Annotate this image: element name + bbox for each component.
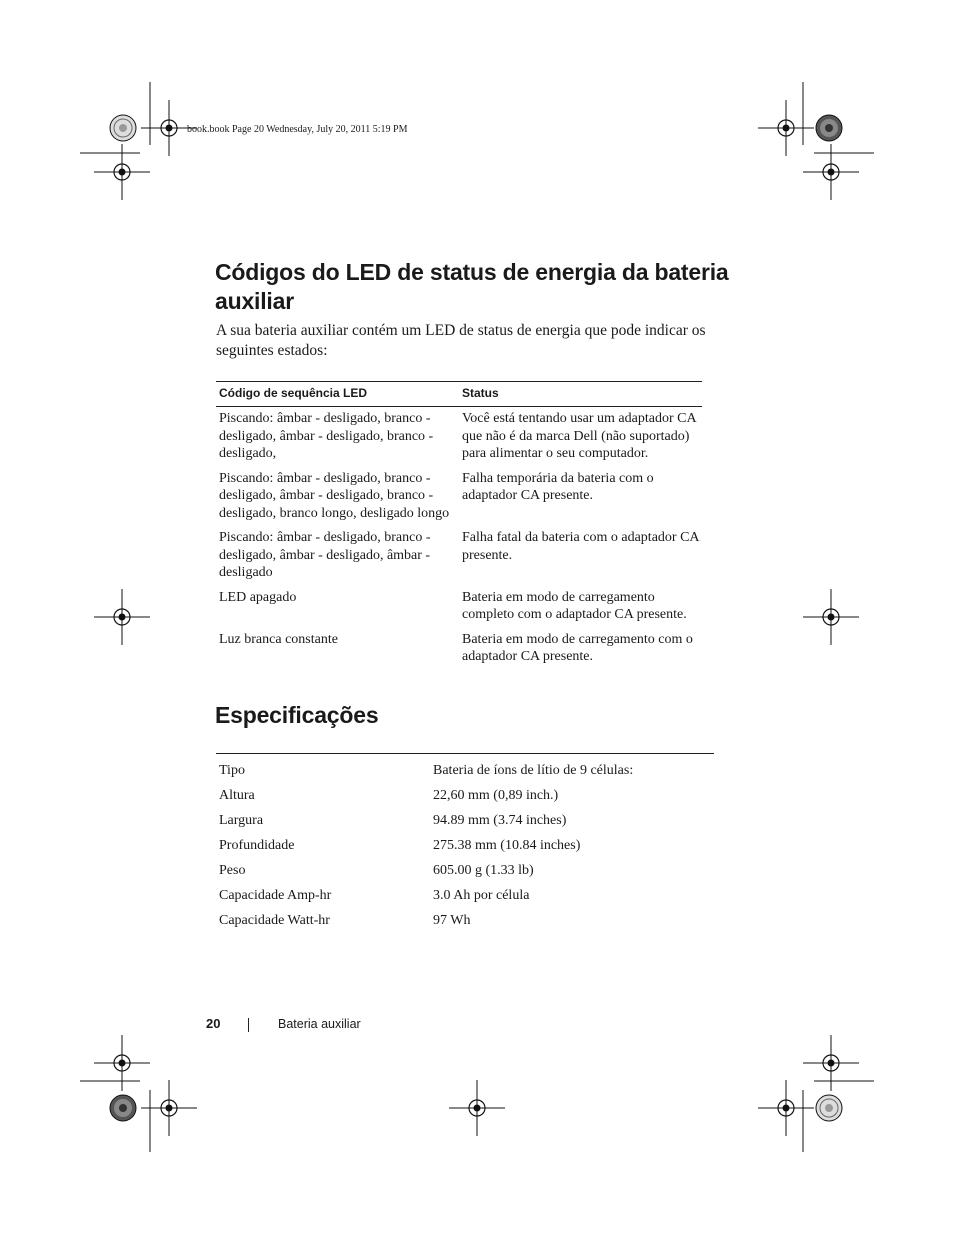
spec-label: Tipo [219, 762, 245, 778]
spec-value: 275.38 mm (10.84 inches) [433, 837, 581, 853]
table-row [216, 631, 702, 666]
spec-value: Bateria de íons de lítio de 9 células: [433, 762, 634, 778]
spec-value: 3.0 Ah por célula [433, 887, 530, 903]
footer-separator [248, 1018, 249, 1032]
spec-label: Largura [219, 812, 264, 828]
cell-code: LED apagado [219, 589, 297, 605]
intro-paragraph: A sua bateria auxiliar contém um LED de status de energia que pode indicar os seguintes estados: [216, 322, 706, 359]
section-title-specifications: Especificações [215, 702, 379, 728]
spec-value: 94.89 mm (3.74 inches) [433, 812, 567, 828]
cell-code: Luz branca constante [219, 631, 338, 647]
spec-label: Capacidade Watt-hr [219, 912, 330, 928]
specifications-table [216, 753, 714, 929]
cell-status: Você está tentando usar um adaptador CA que não é da marca Dell (não suportado) para alimentar o seu computador. [462, 411, 696, 461]
spec-value: 97 Wh [433, 912, 471, 928]
spec-row [216, 879, 714, 904]
spec-label: Peso [219, 862, 246, 878]
page-number: 20 [206, 1016, 221, 1031]
print-header-note: book.book Page 20 Wednesday, July 20, 2011 5:19 PM [187, 124, 408, 135]
spec-row [216, 829, 714, 854]
cell-code: Piscando: âmbar - desligado, branco - desligado, âmbar - desligado, branco - desligado, [219, 411, 434, 461]
cell-status: Bateria em modo de carregamento completo com o adaptador CA presente. [462, 589, 687, 622]
footer-section-title: Bateria auxiliar [278, 1017, 361, 1031]
spec-value: 605.00 g (1.33 lb) [433, 862, 534, 878]
spec-row [216, 804, 714, 829]
spec-value: 22,60 mm (0,89 inch.) [433, 787, 559, 803]
cell-code: Piscando: âmbar - desligado, branco - desligado, âmbar - desligado, branco - desligado, branco longo, desligado longo [219, 470, 450, 521]
cell-status: Falha temporária da bateria com o adaptador CA presente. [462, 470, 654, 503]
table-row [216, 529, 702, 582]
table-header-row [216, 382, 702, 406]
spec-label: Capacidade Amp-hr [219, 887, 332, 903]
spec-row [216, 779, 714, 804]
spec-label: Profundidade [219, 837, 295, 853]
column-header-status: Status [462, 386, 499, 400]
cell-status: Falha fatal da bateria com o adaptador CA presente. [462, 530, 699, 563]
table-header-rule [216, 406, 702, 407]
table-row [216, 589, 702, 624]
spec-label: Altura [219, 787, 255, 803]
cell-code: Piscando: âmbar - desligado, branco - desligado, âmbar - desligado, âmbar - desligado [219, 530, 431, 580]
section-title-led-codes: Códigos do LED de status de energia da bateria auxiliar [215, 259, 729, 314]
column-header-code: Código de sequência LED [219, 386, 368, 400]
table-row [216, 470, 702, 523]
spec-row [216, 754, 714, 779]
table-row [216, 410, 702, 463]
cell-status: Bateria em modo de carregamento com o adaptador CA presente. [462, 631, 693, 664]
spec-row [216, 904, 714, 929]
spec-row [216, 854, 714, 879]
led-codes-table [216, 381, 702, 666]
